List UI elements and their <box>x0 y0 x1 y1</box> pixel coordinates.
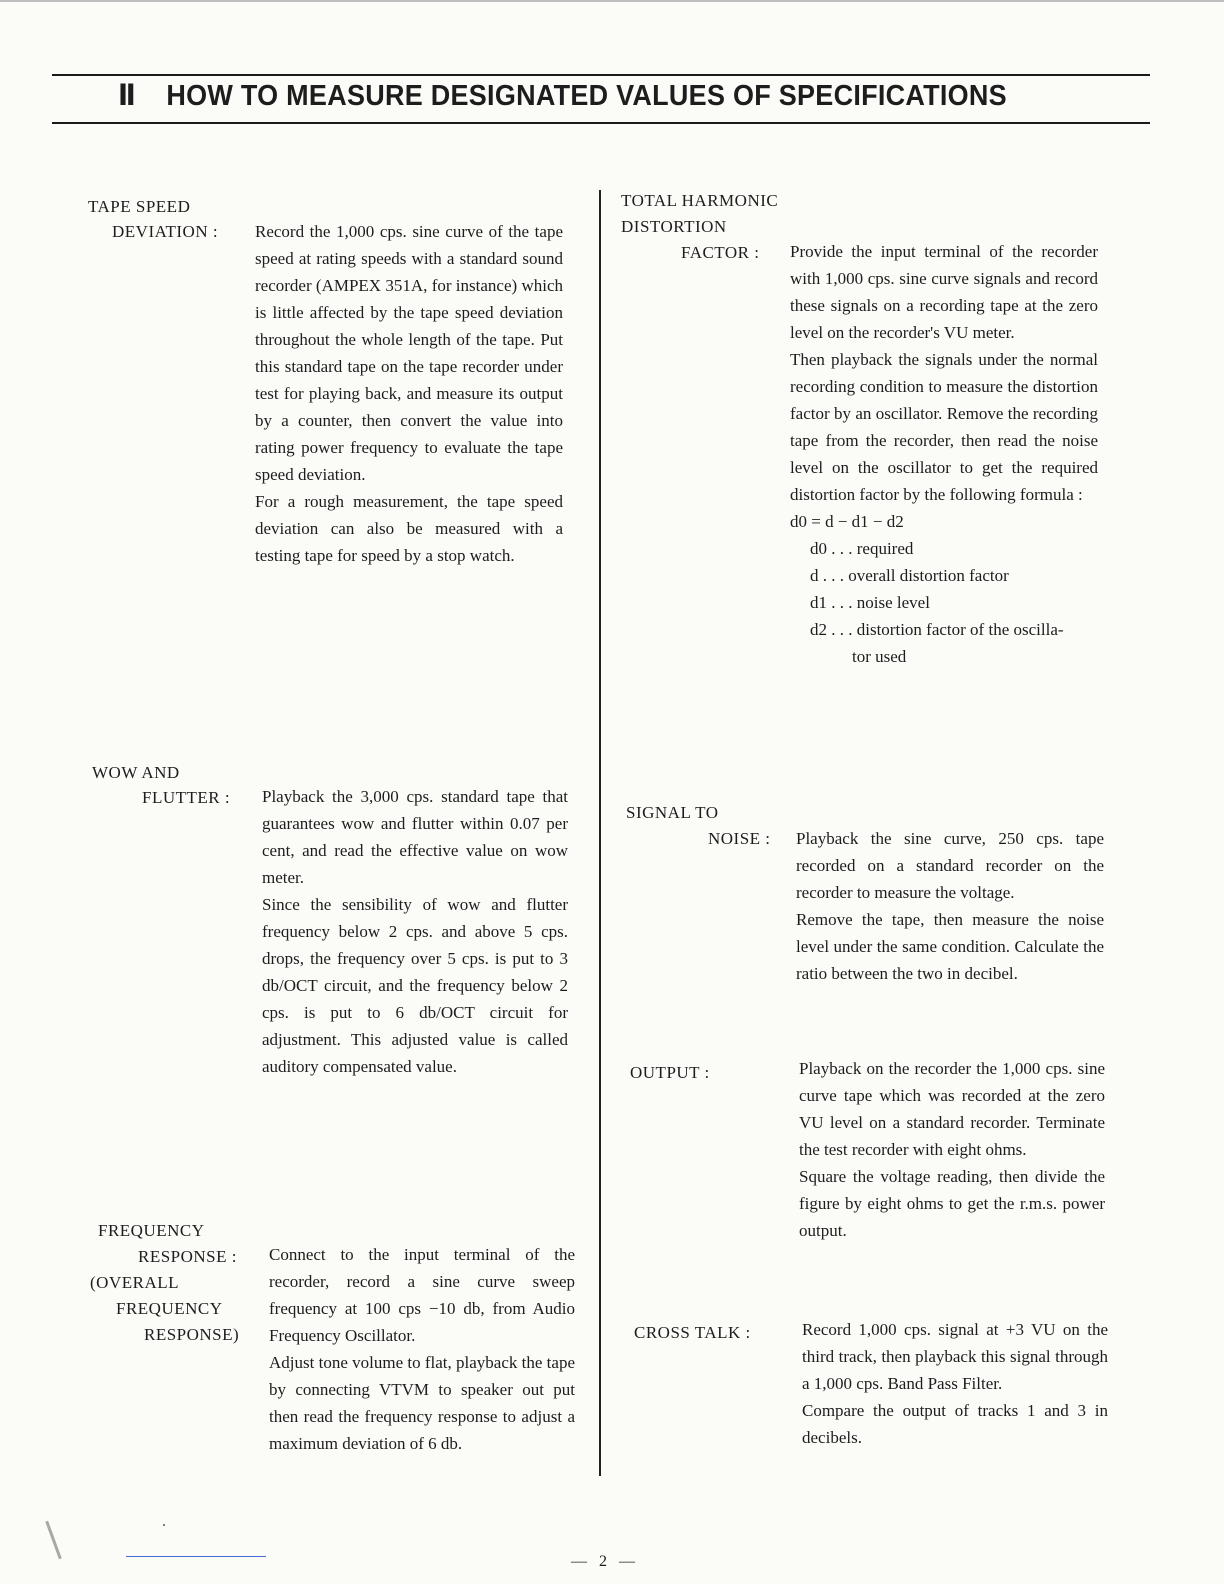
section-number: Ⅱ <box>118 80 137 112</box>
header-bottom-rule <box>52 122 1150 124</box>
footer-line <box>126 1556 266 1557</box>
scan-margin-mark <box>45 1521 61 1560</box>
page-title: HOW TO MEASURE DESIGNATED VALUES OF SPECIFICATIONS <box>166 80 1007 112</box>
output-label: OUTPUT : <box>630 1063 710 1082</box>
tape-speed-label: TAPE SPEED DEVIATION : <box>88 197 219 241</box>
header-top-rule <box>52 74 1150 76</box>
signal-noise-label: SIGNAL TO NOISE : <box>626 803 771 848</box>
wow-flutter-label: WOW AND FLUTTER : <box>92 763 231 807</box>
top-edge-line <box>0 0 1224 2</box>
page-heading <box>118 78 1048 113</box>
cross-talk-text: Record 1,000 cps. signal at +3 VU on the third track, then playback this signal through a 1,000 cps. Band Pass Filter. Compare the output of tracks 1 and 3 in decibels. <box>802 1320 1108 1447</box>
page-number: — 2 — <box>571 1553 639 1570</box>
frequency-response-text: Connect to the input terminal of the recorder, record a sine curve sweep frequency at 100 cps −10 db, from Audio Frequency Oscillator. Adjust tone volume to flat, playback the tape by connecting VTVM to speaker out put then read the frequency response to adjust a maximum deviation of 6 db. <box>269 1245 575 1453</box>
wow-flutter-text: Playback the 3,000 cps. standard tape that guarantees wow and flutter within 0.07 per cent, and read the effective value on wow meter. Since the sensibility of wow and flutter frequency below 2 cps. and above 5 cps. drops, the frequency over 5 cps. is put to 3 db/OCT circuit, and the frequency below 2 cps. is put to 6 db/OCT circuit for adjustment. This adjusted value is called auditory compensated value. <box>262 787 568 1076</box>
cross-talk-label: CROSS TALK : <box>634 1323 751 1342</box>
thd-text: Provide the input terminal of the recorder with 1,000 cps. sine curve signals and record these signals on a recording tape at the zero level on the recorder's VU meter. Then playback the signals under the normal recording condition to measure the distortion factor by an oscillator. Remove the recording tape from the recorder, then read the noise level on the oscillator to get the required distortion factor by the following formula : d0 = d − d1 − d2 d0 . . . required d . . . overall distortion factor d1 . . . noise level d2 . . . distortion factor of the oscilla- tor used <box>790 238 1098 670</box>
thd-formula: d0 = d − d1 − d2 d0 . . . required d . . . overall distortion factor d1 . . . noise level d2 . . . distortion factor of the oscilla- tor used <box>790 512 1064 666</box>
output-text: Playback on the recorder the 1,000 cps. sine curve tape which was recorded at the zero VU level on a standard recorder. Terminate the test recorder with eight ohms. Square the voltage reading, then divide the figure by eight ohms to get the r.m.s. power output. <box>799 1059 1105 1240</box>
thd-label: TOTAL HARMONIC DISTORTION FACTOR : <box>621 191 779 262</box>
signal-noise-text: Playback the sine curve, 250 cps. tape recorded on a standard recorder on the recorder to measure the voltage. Remove the tape, then measure the noise level under the same condition. Calculate the ratio between the two in decibel. <box>796 829 1104 983</box>
scan-dot <box>163 1524 165 1526</box>
column-divider <box>599 190 601 1476</box>
frequency-response-label: FREQUENCY RESPONSE : (OVERALL FREQUENCY RESPONSE) <box>90 1221 240 1344</box>
tape-speed-text: Record the 1,000 cps. sine curve of the tape speed at rating speeds with a standard sound recorder (AMPEX 351A, for instance) which is little affected by the tape speed deviation throughout the whole length of the tape. Put this standard tape on the tape recorder under test for playing back, and measure its output by a counter, then convert the value into rating power frequency to evaluate the tape speed deviation. For a rough measurement, the tape speed deviation can also be measured with a testing tape for speed by a stop watch. <box>255 222 563 565</box>
